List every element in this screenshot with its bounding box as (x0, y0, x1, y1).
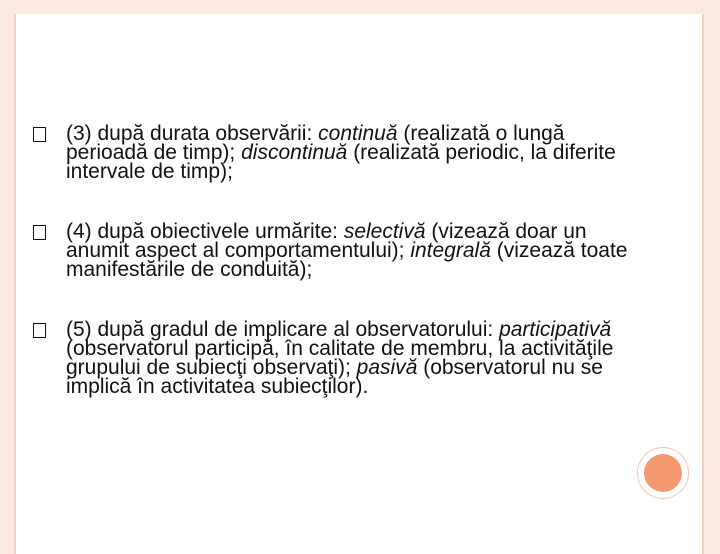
bullet-marker-icon (33, 323, 46, 338)
bullet-intro: după durata observării: (91, 122, 319, 145)
bullet-item-5 (33, 320, 633, 396)
bullet-intro: după obiectivele urmărite: (91, 220, 344, 243)
term-description: (realizată periodic, la diferite intervale de timp); (66, 141, 616, 183)
bullet-marker-icon (33, 225, 46, 240)
term-description: (vizează toate manifestările de conduită); (66, 239, 628, 281)
term-description: (realizată o lungă perioadă de timp); (66, 122, 565, 164)
bullet-marker-icon (33, 127, 46, 142)
term-description: (observatorul participă, în calitate de membru, la activităţile grupului de subiecţi observaţi); (66, 337, 614, 379)
bullet-number: (3) (66, 122, 92, 145)
bullet-item-4 (33, 222, 633, 279)
bullet-list (33, 124, 633, 437)
term-description: (observatorul nu se implică în activitatea subiecţilor). (66, 356, 603, 398)
term-discontinua: discontinuă (241, 141, 348, 164)
bullet-item-3 (33, 124, 633, 181)
bullet-number: (5) (66, 318, 92, 341)
bullet-intro: după gradul de implicare al observatorului: (91, 318, 500, 341)
decorative-circle-fill (644, 454, 682, 492)
term-pasiva: pasivă (356, 356, 418, 379)
term-description: (vizează doar un anumit aspect al comportamentului); (66, 220, 587, 262)
term-continua: continuă (318, 122, 398, 145)
term-integrala: integrală (410, 239, 491, 262)
decorative-circle-icon (638, 448, 688, 498)
term-participativa: participativă (499, 318, 612, 341)
bullet-number: (4) (66, 220, 92, 243)
term-selectiva: selectivă (343, 220, 426, 243)
